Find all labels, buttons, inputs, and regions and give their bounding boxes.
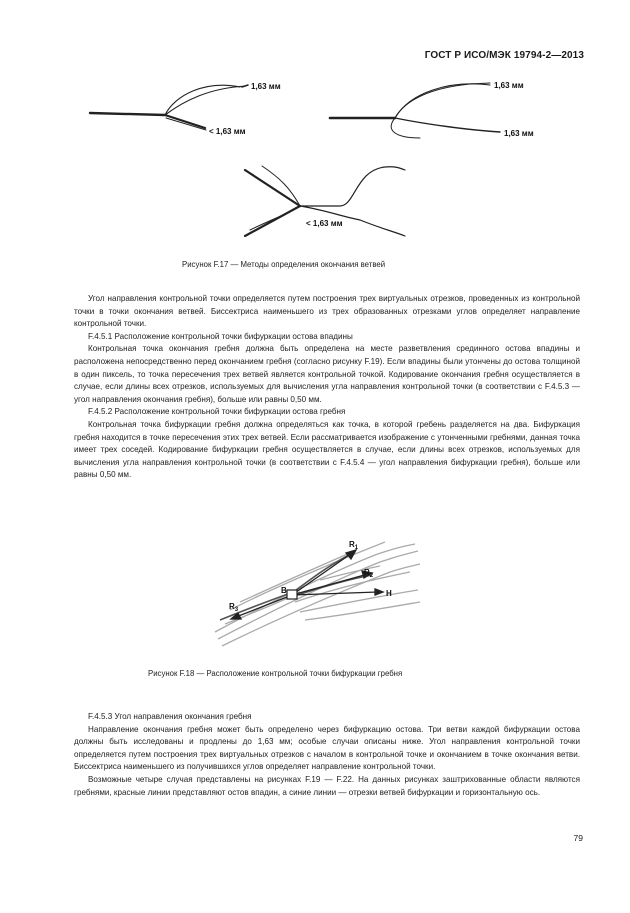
text-block-2 — [74, 711, 580, 799]
label-r1: $R_1$ — [349, 540, 359, 551]
section-f452: F.4.5.2 Расположение контрольной точки бифуркации остова гребня — [88, 407, 346, 417]
label-c: < 1,63 мм — [306, 219, 343, 228]
figure-f18-caption: Рисунок F.18 — Расположение контрольной точки бифуркации гребня — [148, 669, 403, 678]
diagram-b — [330, 83, 500, 138]
label-r2: $R_2$ — [364, 568, 374, 579]
figure-f17-caption: Рисунок F.17 — Методы определения окончания ветвей — [182, 260, 386, 269]
figure-f18-drawing — [0, 520, 630, 650]
figure-f18 — [0, 520, 630, 650]
paragraph-2: Контрольная точка окончания гребня должна быть определена на месте разветвления срединного остова впадины и расположена непосредственно перед окончанием гребня (согласно рисунку F.19). Если впадины были утончены до остова толщиной в один пиксель, то точка пересечения трех ветвей является контрольной точкой. Кодирование окончания гребня осуществляется в случае, если длины всех отрезков, используемых для вычисления угла направления контрольной точки (в соответствии с F.4.5.3 — угол направления окончания гребня), больше или равны 0,50 мм. — [74, 344, 580, 404]
page-number: 79 — [573, 833, 583, 843]
figure-f17 — [0, 70, 630, 245]
label-a-lower: < 1,63 мм — [209, 127, 246, 136]
label-b-upper: 1,63 мм — [494, 81, 524, 90]
paragraph-5: Возможные четыре случая представлены на рисунках F.19 — F.22. На данных рисунках заштрихованные области являются гребнями, красные линии представляют остов впадин, а синие линии — отрезки ветвей бифуркации и горизонтальную ось. — [74, 774, 580, 797]
section-f451: F.4.5.1 Расположение контрольной точки бифуркации остова впадины — [88, 331, 353, 341]
label-a-upper: 1,63 мм — [251, 82, 281, 91]
figure-f17-drawing — [0, 70, 630, 245]
paragraph-4: Направление окончания гребня может быть определено через бифуркацию остова. Три ветви каждой бифуркации остова должны быть исследованы и продлены до 1,63 мм; особые случаи описаны ниже. Угол направления контрольной точки определяется путем построения трех виртуальных отрезков с началом в контрольной точке и окончанием в точке окончания ветви. Биссектриса наименьшего из получившихся углов определяет направление контрольной точки. — [74, 724, 580, 772]
text-block-1 — [74, 293, 580, 482]
paragraph-1: Угол направления контрольной точки определяется путем построения трех виртуальных отрезков, проведенных из контрольной точки в точки окончания ветвей. Биссектриса наименьшего из трех образованных отрезками углов определяет направление контрольной точки. — [74, 294, 580, 329]
label-r3: $R_3$ — [229, 602, 239, 613]
section-f453: F.4.5.3 Угол направления окончания гребня — [88, 712, 252, 721]
bifurcation-point — [287, 590, 297, 599]
label-b: B — [281, 586, 287, 595]
document-header: ГОСТ Р ИСО/МЭК 19794-2—2013 — [424, 50, 584, 61]
paragraph-3: Контрольная точка бифуркации гребня должна определяться как точка, в которой гребень разделяется на два. Бифуркация гребня находится в точке пересечения этих трех ветвей. Если рассматривается изображение с утонченными гребнями, данная точка имеет трех соседей. Кодирование бифуркации гребня осуществляется в случае, если длины всех отрезков, используемых для вычисления угла направления контрольной точки (в соответствии с F.4.5.4 — угол направления бифуркации гребня), больше или равны 0,50 мм. — [74, 419, 580, 480]
label-h: H — [386, 589, 392, 598]
label-b-lower: 1,63 мм — [504, 129, 534, 138]
diagram-a — [90, 85, 248, 130]
